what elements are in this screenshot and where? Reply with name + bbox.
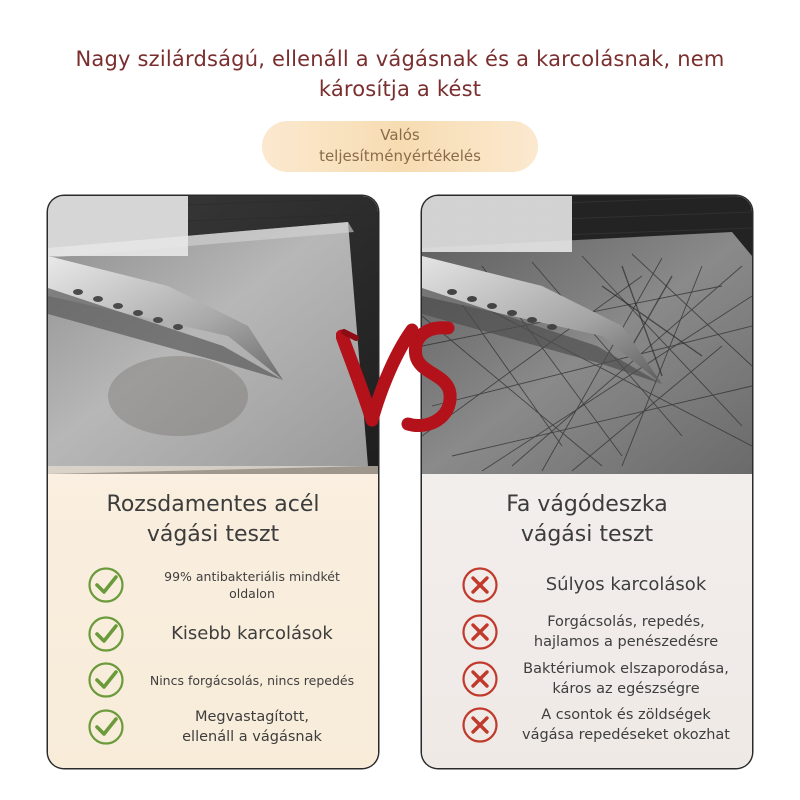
right-drawback-item xyxy=(422,610,752,656)
stainless-steel-board-photo xyxy=(48,196,378,474)
wooden-board-photo xyxy=(422,196,752,474)
feature-text-line-1: Nincs forgácsolás, nincs repedés xyxy=(149,672,355,688)
left-feature-item xyxy=(48,705,378,751)
cross-circle-icon xyxy=(460,705,500,745)
evaluation-badge xyxy=(262,121,538,172)
cross-circle-icon xyxy=(460,612,500,652)
check-circle-icon xyxy=(86,707,126,747)
left-feature-item xyxy=(48,658,378,704)
right-drawback-item xyxy=(422,703,752,749)
check-circle-icon xyxy=(86,614,126,654)
wooden-board-card xyxy=(422,196,752,768)
drawback-text-line-1: A csontok és zöldségek xyxy=(541,707,711,723)
badge-line-1: Valós xyxy=(380,126,420,144)
drawback-text-line-2: hajlamos a penészedésre xyxy=(533,634,719,650)
left-feature-item xyxy=(48,563,378,609)
left-title-line-2: vágási teszt xyxy=(146,522,280,547)
cross-circle-icon xyxy=(460,565,500,605)
headline-line-1: Nagy szilárdságú, ellenáll a vágásnak és a karcolásnak, nem xyxy=(75,47,725,71)
left-title-line-1: Rozsdamentes acél xyxy=(106,492,320,517)
stainless-steel-card xyxy=(48,196,378,768)
badge-line-2: teljesítményértékelés xyxy=(319,147,481,165)
vs-mark-icon xyxy=(336,318,466,438)
right-drawback-item xyxy=(422,563,752,609)
right-title-line-1: Fa vágódeszka xyxy=(506,492,668,517)
left-feature-item xyxy=(48,612,378,658)
feature-text-line-1: Megvastagított, xyxy=(195,709,309,725)
headline xyxy=(0,44,800,104)
check-circle-icon xyxy=(86,660,126,700)
feature-text-line-2: ellenáll a vágásnak xyxy=(182,729,322,745)
drawback-text-line-2: vágása repedéseket okozhat xyxy=(522,727,730,743)
feature-text-line-2: oldalon xyxy=(229,586,275,601)
check-circle-icon xyxy=(86,565,126,605)
drawback-text-line-2: káros az egészségre xyxy=(552,681,700,697)
right-title-line-2: vágási teszt xyxy=(520,522,654,547)
feature-text-line-1: 99% antibakteriális mindkét xyxy=(164,569,340,584)
left-card-title xyxy=(48,490,378,550)
drawback-text-line-1: Súlyos karcolások xyxy=(545,574,707,595)
feature-text-line-1: Kisebb karcolások xyxy=(171,623,333,644)
drawback-text-line-1: Forgácsolás, repedés, xyxy=(547,614,705,630)
right-card-title xyxy=(422,490,752,550)
drawback-text-line-1: Baktériumok elszaporodása, xyxy=(523,661,729,677)
cross-circle-icon xyxy=(460,659,500,699)
headline-line-2: károsítja a kést xyxy=(318,77,482,101)
right-drawback-item xyxy=(422,657,752,703)
